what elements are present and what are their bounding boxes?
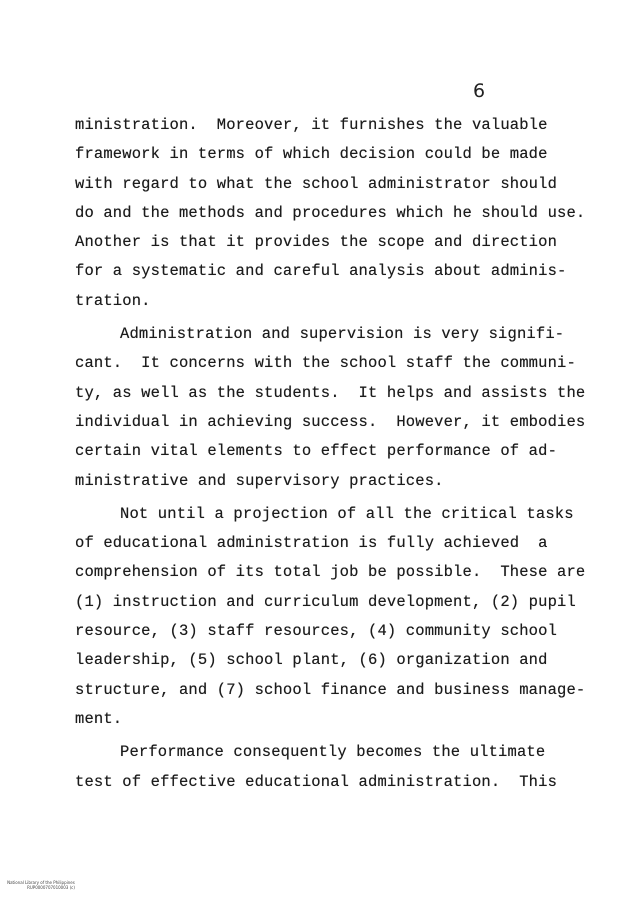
paragraph-start-line: Administration and supervision is very signifi- (120, 325, 565, 344)
text-line: Another is that it provides the scope and direction (75, 233, 558, 252)
text-line: certain vital elements to effect performance of ad- (75, 442, 558, 461)
text-line: ministrative and supervisory practices. (75, 471, 444, 490)
text-line: resource, (3) staff resources, (4) community school (75, 622, 558, 641)
scan-code: RUP0000707010003 (c) (27, 885, 75, 890)
text-line: cant. It concerns with the school staff the communi- (75, 354, 576, 373)
text-line: (1) instruction and curriculum development, (2) pupil (75, 592, 576, 611)
text-line: framework in terms of which decision could be made (75, 145, 548, 164)
text-line: individual in achieving success. However, it embodies (75, 412, 586, 431)
text-line: ty, as well as the students. It helps and assists the (75, 383, 586, 402)
scan-footer (2, 875, 75, 895)
text-line: comprehension of its total job be possible. These are (75, 563, 586, 582)
text-line: with regard to what the school administrator should (75, 174, 558, 193)
text-line: of educational administration is fully achieved a (75, 534, 548, 553)
text-line: do and the methods and procedures which he should use. (75, 203, 586, 222)
text-line: leadership, (5) school plant, (6) organization and (75, 651, 548, 670)
text-line: ment. (75, 709, 123, 728)
body-text (75, 111, 586, 797)
page-number: 6 (473, 80, 486, 102)
text-line: for a systematic and careful analysis about adminis- (75, 262, 567, 281)
paragraph-start-line: Not until a projection of all the critical tasks (120, 504, 574, 523)
library-credit: National Library of the Philippines (7, 880, 75, 885)
paragraph-start-line: Performance consequently becomes the ultimate (120, 743, 546, 762)
text-line: tration. (75, 291, 151, 310)
text-line: test of effective educational administration. This (75, 772, 558, 791)
text-line: ministration. Moreover, it furnishes the valuable (75, 116, 548, 134)
text-line: structure, and (7) school finance and business manage- (75, 680, 586, 699)
